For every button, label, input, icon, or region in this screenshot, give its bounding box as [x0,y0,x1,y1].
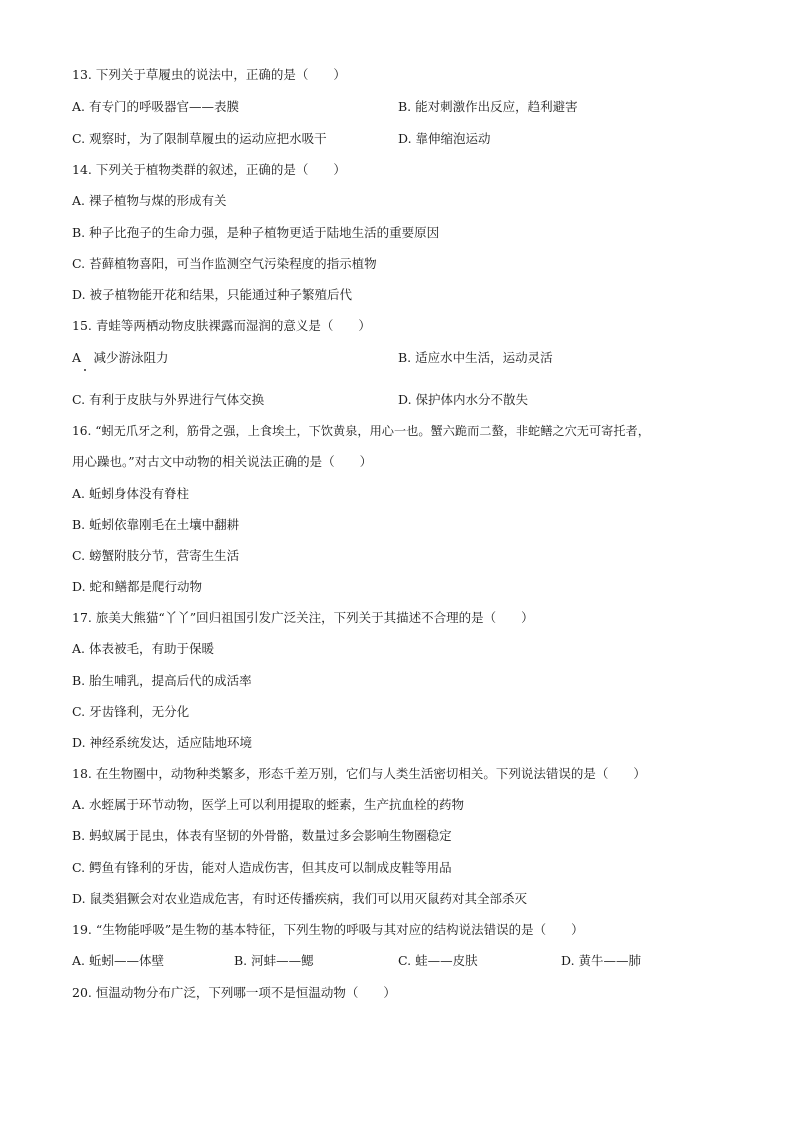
question-18-option-d: D. 鼠类猖獗会对农业造成危害，有时还传播疾病，我们可以用灭鼠药对其全部杀灭 [72,891,528,906]
question-14-option-b: B. 种子比孢子的生命力强，是种子植物更适于陆地生活的重要原因 [72,225,440,240]
question-17-stem: 17. 旅美大熊猫“丫丫”回归祖国引发广泛关注，下列关于其描述不合理的是（ ） [72,610,534,625]
question-19-stem: 19. “生物能呼吸”是生物的基本特征，下列生物的呼吸与其对应的结构说法错误的是（ ） [72,922,584,937]
question-17-option-a: A. 体表被毛，有助于保暖 [72,641,214,656]
question-17-option-b: B. 胎生哺乳，提高后代的成活率 [72,673,252,688]
question-13-stem: 13. 下列关于草履虫的说法中，正确的是（ ） [72,67,346,82]
question-15-option-b: B. 适应水中生活，运动灵活 [398,350,553,365]
question-16-option-c: C. 螃蟹附肢分节，营寄生生活 [72,548,240,563]
question-17-option-d: D. 神经系统发达，适应陆地环境 [72,735,253,750]
question-14-option-c: C. 苔藓植物喜阳，可当作监测空气污染程度的指示植物 [72,256,377,271]
question-14-stem: 14. 下列关于植物类群的叙述，正确的是（ ） [72,162,346,177]
stray-dot [84,369,86,371]
question-15-option-c: C. 有利于皮肤与外界进行气体交换 [72,392,265,407]
question-16-option-d: D. 蛇和鳝都是爬行动物 [72,579,203,594]
question-18-option-c: C. 鳄鱼有锋利的牙齿，能对人造成伤害，但其皮可以制成皮鞋等用品 [72,860,452,875]
question-13-option-c: C. 观察时，为了限制草履虫的运动应把水吸干 [72,131,327,146]
question-15-stem: 15. 青蛙等两栖动物皮肤裸露而湿润的意义是（ ） [72,318,371,333]
question-17-option-c: C. 牙齿锋利，无分化 [72,704,190,719]
question-13-option-b: B. 能对刺激作出反应，趋利避害 [398,99,578,114]
question-18-stem: 18. 在生物圈中，动物种类繁多，形态千差万别，它们与人类生活密切相关。下列说法错误的是（ ） [72,766,646,781]
question-14-option-d: D. 被子植物能开花和结果，只能通过种子繁殖后代 [72,287,353,302]
question-18-option-b: B. 蚂蚁属于昆虫，体表有坚韧的外骨骼，数量过多会影响生物圈稳定 [72,828,452,843]
question-19-option-c: C. 蛙——皮肤 [398,953,478,968]
question-20-stem: 20. 恒温动物分布广泛，下列哪一项不是恒温动物（ ） [72,985,396,1000]
question-13-option-a: A. 有专门的呼吸器官——表膜 [72,99,239,114]
question-16-stem-line1: 16. “蚓无爪牙之利，筋骨之强，上食埃土，下饮黄泉，用心一也。蟹六跪而二螯，非蛇鳝之穴无可寄托者， [72,424,650,438]
question-16-option-a: A. 蚯蚓身体没有脊柱 [72,486,189,501]
question-15-option-d: D. 保护体内水分不散失 [398,392,529,407]
question-19-option-a: A. 蚯蚓——体壁 [72,953,164,968]
question-19-option-d: D. 黄牛——肺 [561,953,642,968]
question-14-option-a: A. 裸子植物与煤的形成有关 [72,193,227,208]
question-16-option-b: B. 蚯蚓依靠刚毛在土壤中翻耕 [72,517,240,532]
question-15-option-a: A 减少游泳阻力 [72,350,169,365]
question-16-stem-line2: 用心躁也。”对古文中动物的相关说法正确的是（ ） [72,454,373,469]
question-19-option-b: B. 河蚌——鳃 [234,953,314,968]
question-13-option-d: D. 靠伸缩泡运动 [398,131,491,146]
question-18-option-a: A. 水蛭属于环节动物，医学上可以利用提取的蛭素，生产抗血栓的药物 [72,797,464,812]
